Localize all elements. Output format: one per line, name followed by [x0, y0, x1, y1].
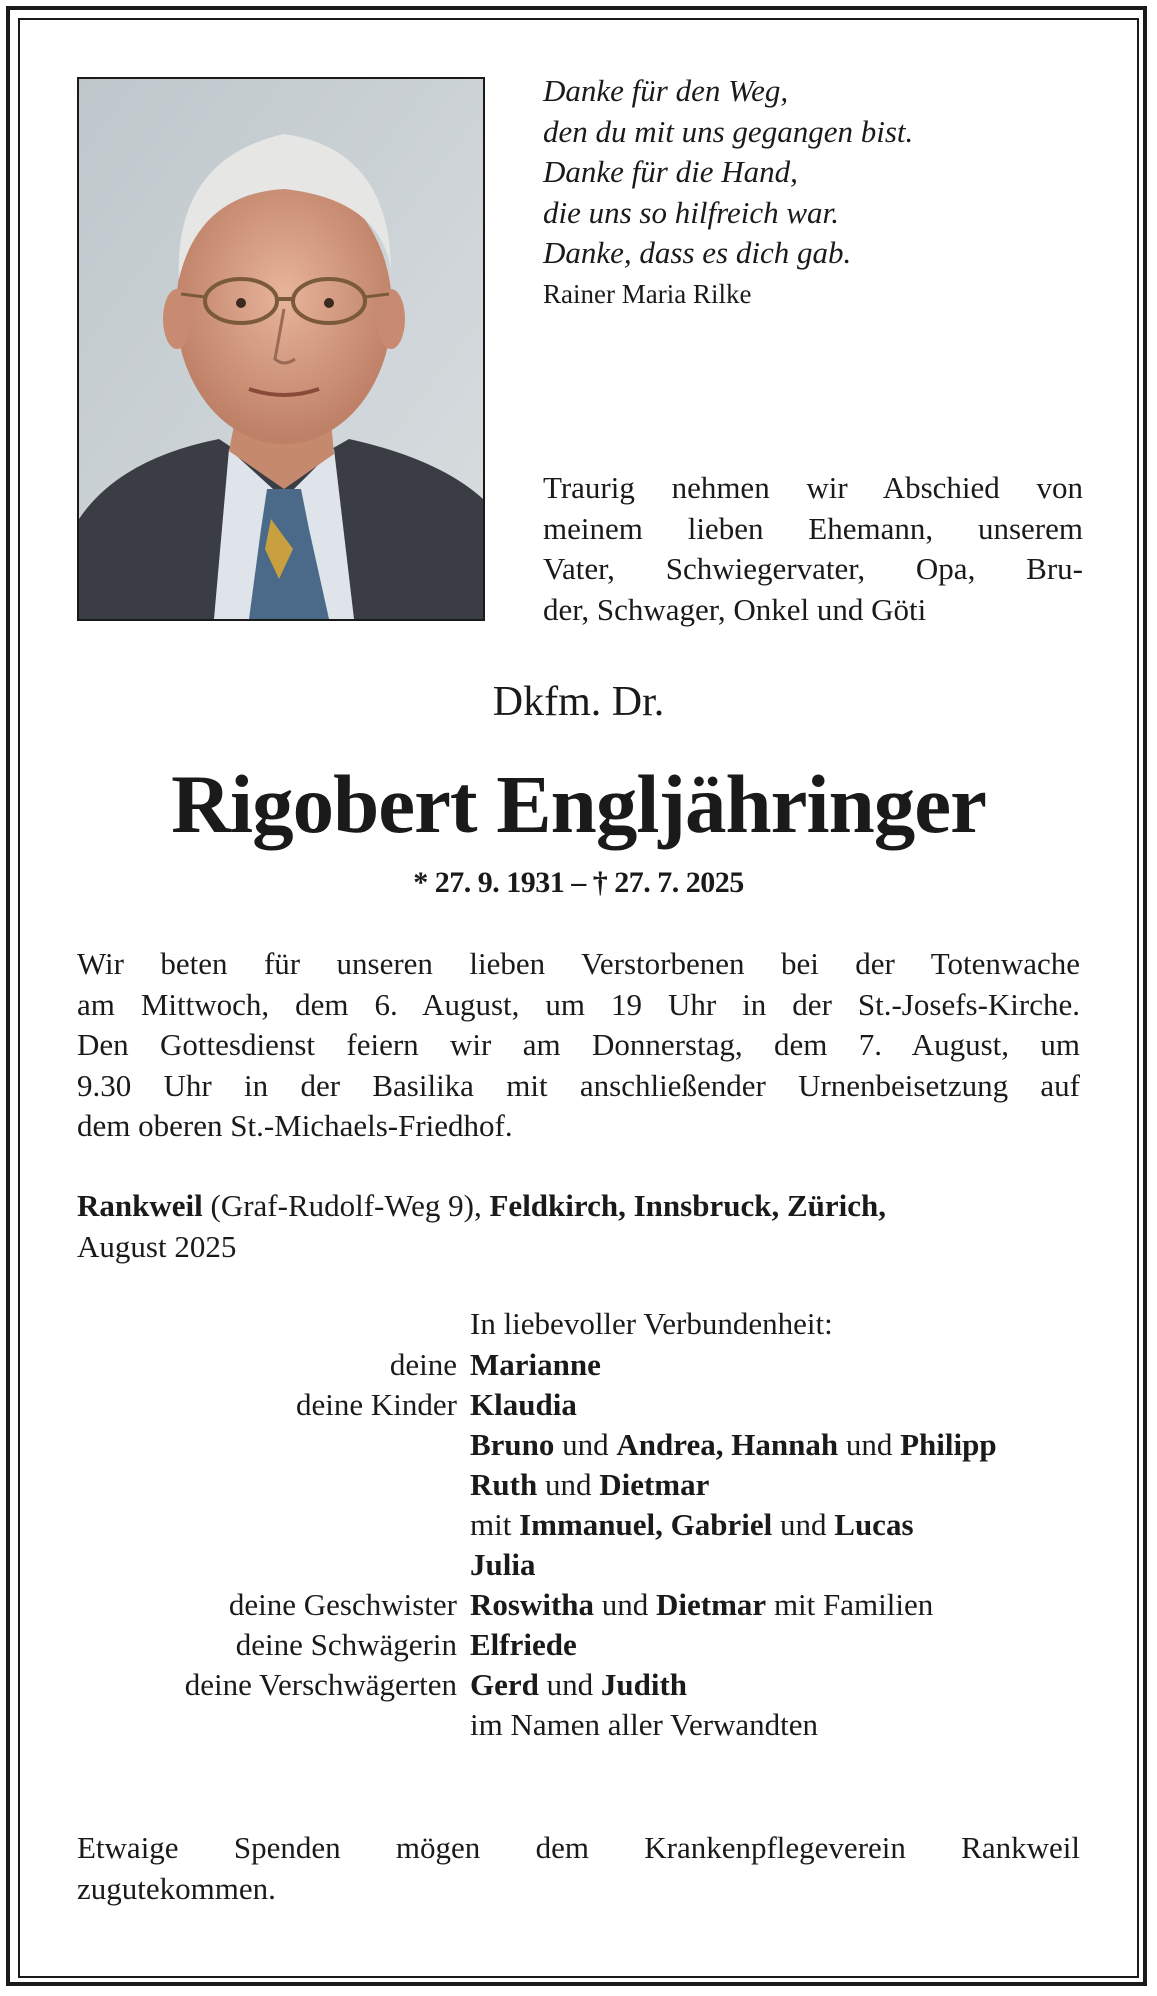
mourner-relation: deine Geschwister: [228, 1587, 457, 1622]
place-address: (Graf-Rudolf-Weg 9),: [202, 1188, 490, 1223]
academic-title: Dkfm. Dr.: [492, 679, 665, 725]
place-others: Feldkirch, Innsbruck, Zürich,: [489, 1188, 886, 1223]
mourner-row: [0, 1545, 1157, 1585]
mourner-names: Bruno und Andrea, Hannah und Philipp: [470, 1427, 997, 1462]
mourner-relation: deine Kinder: [296, 1387, 457, 1422]
service-line: Den Gottesdienst feiern wir am Donnerstag, dem 7. August, um: [77, 1027, 1080, 1062]
donation-note: [77, 1828, 1080, 1909]
portrait-photo: [77, 77, 485, 621]
service-line: am Mittwoch, dem 6. August, um 19 Uhr in der St.-Josefs-Kirche.: [77, 986, 1080, 1022]
mourner-relation: deine Schwägerin: [235, 1627, 457, 1662]
place-line: [77, 1186, 1080, 1227]
poem: [543, 71, 913, 314]
service-line: dem oberen St.-Michaels-Friedhof.: [77, 1108, 513, 1143]
poem-author: Rainer Maria Rilke: [543, 278, 752, 309]
mourners-greeting: In liebevoller Verbundenheit:: [470, 1306, 833, 1341]
service-line: 9.30 Uhr in der Basilika mit anschließender Urnenbeisetzung auf: [77, 1067, 1080, 1103]
deceased-name: Rigobert Engljähringer: [171, 758, 986, 850]
mourner-names: Roswitha und Dietmar mit Familien: [470, 1587, 934, 1622]
mourner-relation: deine: [389, 1347, 457, 1382]
service-announcement: [77, 944, 1080, 1147]
mourner-relation: deine Verschwägerten: [184, 1667, 457, 1702]
mourner-names: mit Immanuel, Gabriel und Lucas: [470, 1507, 914, 1542]
mourner-row: [0, 1625, 1157, 1665]
mourner-names: Elfriede: [470, 1627, 577, 1662]
intro-line: meinem lieben Ehemann, unserem: [543, 510, 1083, 546]
service-line: Wir beten für unseren lieben Verstorbenen bei der Totenwache: [77, 946, 1080, 981]
mourner-names: Klaudia: [470, 1387, 577, 1422]
mourner-row: [0, 1585, 1157, 1625]
mourner-names: im Namen aller Verwandten: [470, 1707, 819, 1742]
mourner-row: [0, 1505, 1157, 1545]
place-and-date: [77, 1186, 1080, 1267]
place-town: Rankweil: [77, 1188, 203, 1223]
poem-line: den du mit uns gegangen bist.: [543, 113, 914, 149]
intro-line: Vater, Schwiegervater, Opa, Bru-: [543, 551, 1083, 586]
donation-line: zugutekommen.: [77, 1870, 276, 1906]
mourner-names: Marianne: [470, 1347, 601, 1382]
mourner-row: [0, 1385, 1157, 1425]
mourner-row: [0, 1425, 1157, 1465]
mourner-row: [0, 1665, 1157, 1705]
mourner-names: Gerd und Judith: [470, 1667, 688, 1702]
intro-line: Traurig nehmen wir Abschied von: [543, 470, 1083, 505]
mourner-names: Ruth und Dietmar: [470, 1467, 710, 1502]
mourner-row: [0, 1345, 1157, 1385]
poem-line: die uns so hilfreich war.: [543, 194, 839, 230]
life-dates: * 27. 9. 1931 – † 27. 7. 2025: [413, 866, 744, 899]
mourner-row: [0, 1465, 1157, 1505]
place-date: August 2025: [77, 1228, 237, 1264]
intro-text: [543, 468, 1083, 630]
poem-line: Danke, dass es dich gab.: [543, 235, 852, 270]
intro-line: der, Schwager, Onkel und Göti: [543, 591, 927, 627]
mourner-names: Julia: [470, 1547, 536, 1582]
donation-line: Etwaige Spenden mögen dem Krankenpflegeverein Rankweil: [77, 1830, 1080, 1865]
poem-line: Danke für die Hand,: [543, 154, 798, 189]
mourner-row: [0, 1705, 1157, 1745]
poem-line: Danke für den Weg,: [543, 73, 789, 108]
